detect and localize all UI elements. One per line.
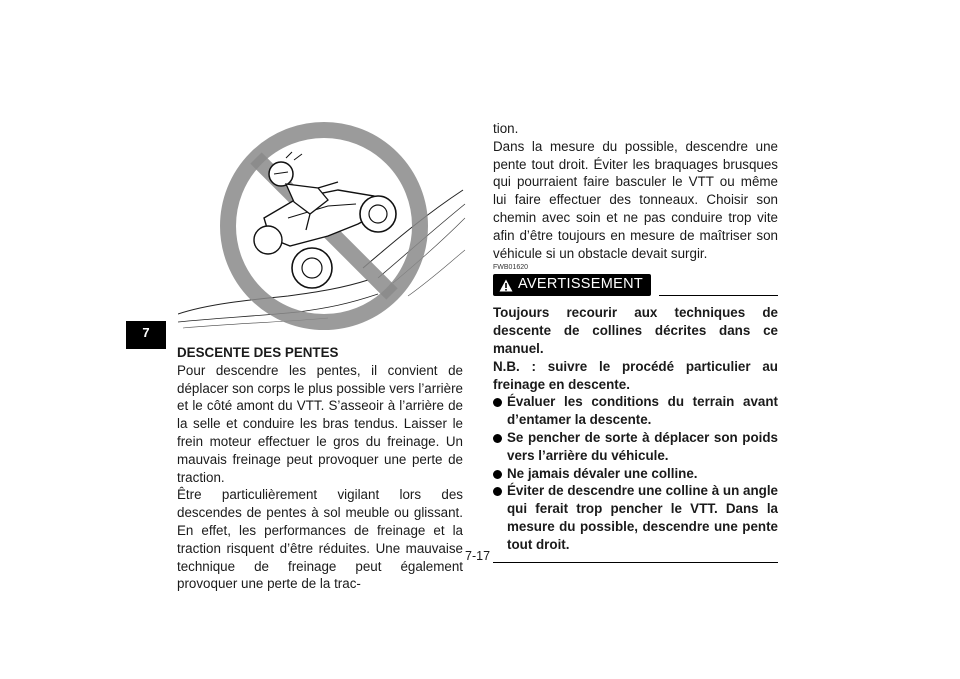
warning-header	[493, 274, 778, 296]
warning-note: N.B. : suivre le procédé particulier au freinage en descente.	[493, 358, 778, 392]
divider	[493, 562, 778, 563]
bullet-icon	[493, 398, 502, 407]
paragraph: Dans la mesure du possible, descendre une pente tout droit. Éviter les braquages brusques qui pourraient faire basculer le VTT ou même lui faire effectuer des tonneaux. Choisir son chemin avec soin et ne pas conduire trop vite afin d’être toujours en mesure de maîtriser son véhicule si un obstacle devait surgir.	[493, 138, 778, 261]
paragraph: Pour descendre les pentes, il convient de déplacer son corps le plus possible vers l’arrière et le côté amont du VTT. S’asseoir à l’arrière de la selle et conduire les bras tendus. Laisser le frein moteur effectuer le gros du freinage. Un mauvais freinage peut provoquer une perte de traction.	[177, 362, 463, 485]
right-column	[493, 120, 778, 563]
list-item: Éviter de descendre une colline à un angle qui ferait trop pencher le VTT. Dans la mesure du possible, descendre une pente tout droit.	[493, 482, 778, 553]
left-column	[177, 344, 463, 593]
warning-label: AVERTISSEMENT	[518, 276, 644, 293]
bullet-icon	[493, 487, 502, 496]
paragraph: Être particulièrement vigilant lors des descendes de pentes à sol meuble ou glissant. En effet, les performances de freinage et la traction risquent d’être réduites. Une mauvaise technique de freinage peut également provoquer une perte de la trac-	[177, 487, 463, 592]
page-number: 7-17	[465, 549, 491, 563]
bullet-icon	[493, 470, 502, 479]
paragraph: tion.	[493, 121, 519, 136]
list-item: Évaluer les conditions du terrain avant d’entamer la descente.	[493, 393, 778, 429]
warning-text: Toujours recourir aux techniques de descente de collines décrites dans ce manuel.	[493, 305, 778, 356]
bullet-icon	[493, 434, 502, 443]
chapter-tab: 7	[126, 321, 166, 349]
reference-code: FWB01620	[493, 264, 529, 272]
warning-triangle-icon	[499, 279, 513, 292]
divider	[659, 295, 778, 296]
section-heading: DESCENTE DES PENTES	[177, 345, 339, 360]
list-item: Se pencher de sorte à déplacer son poids vers l’arrière du véhicule.	[493, 429, 778, 465]
list-item: Ne jamais dévaler une colline.	[493, 465, 778, 483]
atv-downhill-prohibited-illustration	[178, 118, 466, 336]
warning-badge	[493, 274, 651, 296]
warning-bullet-list	[493, 393, 778, 553]
